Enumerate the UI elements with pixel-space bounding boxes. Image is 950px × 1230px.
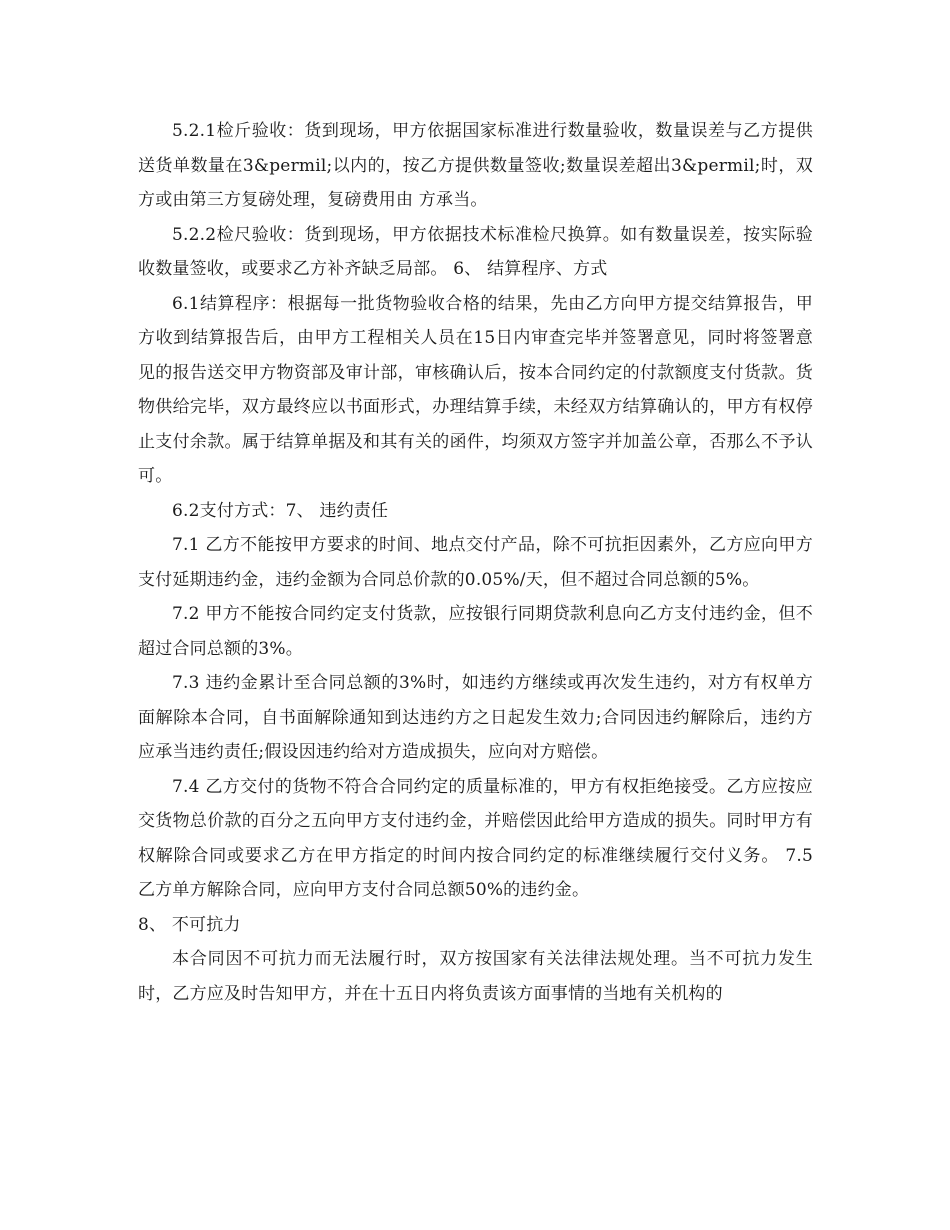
paragraph-6-1: 6.1结算程序：根据每一批货物验收合格的结果，先由乙方向甲方提交结算报告，甲方收到结算报告后，由甲方工程相关人员在15日内审查完毕并签署意见，同时将签署意见的报告送交甲方物资部及审计部，审核确认后，按本合同约定的付款额度支付货款。货物供给完毕，双方最终应以书面形式，办理结算手续，未经双方结算确认的，甲方有权停止支付余款。属于结算单据及和其有关的函件，均须双方签字并加盖公章，否那么不予认可。 bbox=[138, 293, 813, 486]
paragraph-7-4: 7.4 乙方交付的货物不符合合同约定的质量标准的，甲方有权拒绝接受。乙方应按应交货物总价款的百分之五向甲方支付违约金，并赔偿因此给甲方造成的损失。同时甲方有权解除合同或要求乙方在甲方指定的时间内按合同约定的标准继续履行交付义务。 7.5 乙方单方解除合同，应向甲方支付合同总额50%的违约金。 bbox=[138, 776, 813, 900]
paragraph-8-body: 本合同因不可抗力而无法履行时，双方按国家有关法律法规处理。当不可抗力发生时，乙方应及时告知甲方，并在十五日内将负责该方面事情的当地有关机构的 bbox=[138, 949, 813, 1004]
paragraph-7-1: 7.1 乙方不能按甲方要求的时间、地点交付产品，除不可抗拒因素外，乙方应向甲方支付延期违约金，违约金额为合同总价款的0.05%/天，但不超过合同总额的5%。 bbox=[138, 535, 813, 590]
document-body bbox=[138, 114, 813, 1011]
section-heading-8: 8、 不可抗力 bbox=[138, 914, 241, 935]
paragraph-6-2: 6.2支付方式：7、 违约责任 bbox=[172, 500, 389, 521]
paragraph-5-2-2: 5.2.2检尺验收：货到现场，甲方依据技术标准检尺换算。如有数量误差，按实际验收数量签收，或要求乙方补齐缺乏局部。 6、 结算程序、方式 bbox=[138, 224, 813, 279]
paragraph-7-3: 7.3 违约金累计至合同总额的3%时，如违约方继续或再次发生违约，对方有权单方面解除本合同，自书面解除通知到达违约方之日起发生效力;合同因违约解除后，违约方应承当违约责任;假设因违约给对方造成损失，应向对方赔偿。 bbox=[138, 673, 813, 762]
paragraph-5-2-1: 5.2.1检斤验收：货到现场，甲方依据国家标准进行数量验收，数量误差与乙方提供送货单数量在3&permil;以内的，按乙方提供数量签收;数量误差超出3&permil;时，双方或由第三方复磅处理，复磅费用由 方承当。 bbox=[138, 121, 813, 210]
paragraph-7-2: 7.2 甲方不能按合同约定支付货款，应按银行同期贷款利息向乙方支付违约金，但不超过合同总额的3%。 bbox=[138, 604, 813, 659]
